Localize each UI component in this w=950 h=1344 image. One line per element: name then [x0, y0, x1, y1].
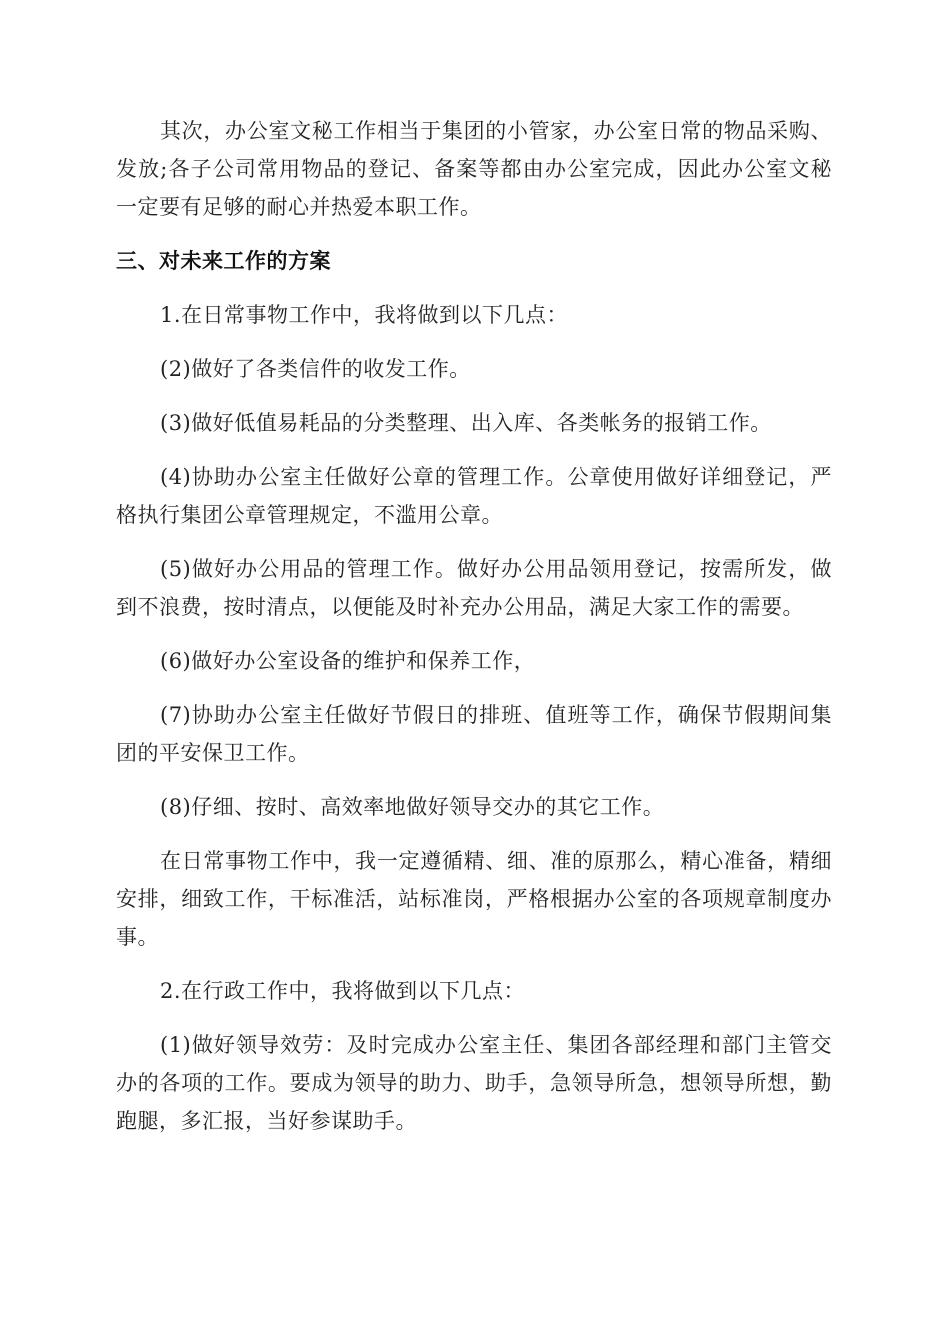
list-item-3: (3)做好低值易耗品的分类整理、出入库、各类帐务的报销工作。 — [160, 411, 772, 435]
list-item-2: (2)做好了各类信件的收发工作。 — [160, 357, 471, 381]
list-intro-admin-work: 2.在行政工作中，我将做到以下几点： — [160, 979, 526, 1003]
list-item-8: (8)仔细、按时、高效率地做好领导交办的其它工作。 — [160, 795, 665, 819]
section-heading: 三、对未来工作的方案 — [116, 249, 331, 273]
list-item-5: (5)做好办公用品的管理工作。做好办公用品领用登记，按需所发，做到不浪费，按时清点，以便能及时补充办公用品，满足大家工作的需要。 — [116, 557, 832, 619]
list-item-4: (4)协助办公室主任做好公章的管理工作。公章使用做好详细登记，严格执行集团公章管理规定，不滥用公章。 — [116, 465, 832, 527]
list-intro-daily-work: 1.在日常事物工作中，我将做到以下几点： — [160, 303, 569, 327]
list-item-7: (7)协助办公室主任做好节假日的排班、值班等工作，确保节假期间集团的平安保卫工作。 — [116, 703, 832, 765]
summary-paragraph: 在日常事物工作中，我一定遵循精、细、准的原那么，精心准备，精细安排，细致工作，干标准活，站标准岗，严格根据办公室的各项规章制度办事。 — [116, 849, 832, 949]
document-body — [116, 112, 832, 1156]
list-item-6: (6)做好办公室设备的维护和保养工作， — [160, 649, 536, 673]
paragraph-secretary-role: 其次，办公室文秘工作相当于集团的小管家，办公室日常的物品采购、发放;各子公司常用物品的登记、备案等都由办公室完成，因此办公室文秘一定要有足够的耐心并热爱本职工作。 — [116, 119, 832, 219]
admin-list-item-1: (1)做好领导效劳：及时完成办公室主任、集团各部经理和部门主管交办的各项的工作。要成为领导的助力、助手，急领导所急，想领导所想，勤跑腿，多汇报，当好参谋助手。 — [116, 1033, 832, 1133]
